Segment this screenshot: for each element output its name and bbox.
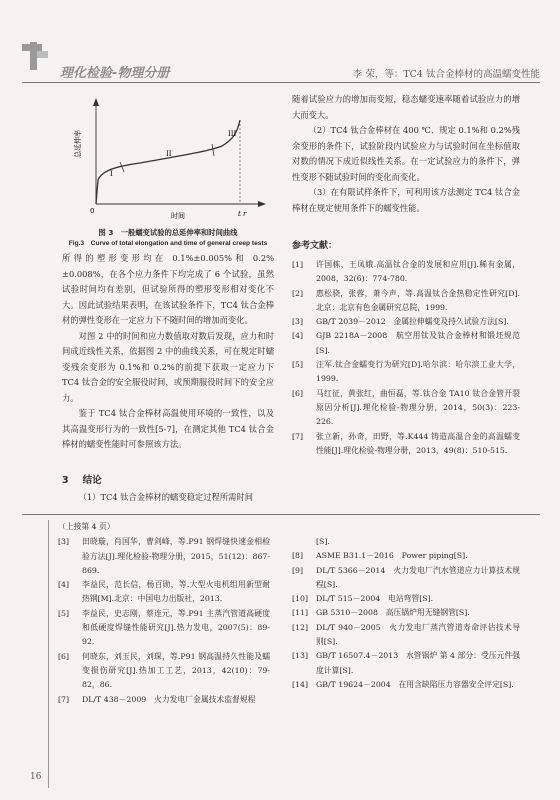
reference-item: [292, 387, 520, 430]
ref-number: [3]: [58, 537, 70, 547]
ref-number: [13]: [292, 651, 309, 661]
header-divider: [22, 82, 540, 83]
ref-text: GB/T 19624－2004 在用含缺陷压力容器安全评定[S].: [316, 679, 514, 689]
stage-label-3: III: [228, 130, 237, 138]
ref-number: [6]: [58, 651, 70, 661]
bottom-divider: [22, 514, 540, 515]
ref-text: 李益民，史志刚，蔡连元，等.P91 主蒸汽管道高硬度和低硬度焊缝性能研究[J].热力发电，2007(5)：89-92.: [82, 608, 270, 647]
reference-item: [292, 678, 520, 692]
rupture-time-label: t r: [238, 210, 247, 218]
ref-number: [7]: [58, 694, 70, 704]
reference-item: [58, 607, 270, 650]
running-title: 李 荣，等：TC4 钛合金棒材的高温蠕变性能: [352, 69, 540, 80]
ref-text: 马红征，黄张红，曲恒磊，等.钛合金 TA10 钛合金管开裂原因分析[J].理化检验-物理分册，2014，50(3)：223-226.: [316, 388, 520, 427]
reference-item: [292, 358, 520, 387]
paragraph: （3）在有限试样条件下，可利用该方法测定 TC4 钛合金棒材在规定使用条件下的蠕变性能。: [292, 187, 520, 213]
figure-caption-cn: 图 3 一般蠕变试验的总延伸率和时间曲线: [98, 228, 238, 237]
ref-text: GB 5310－2008 高压锅炉用无缝钢管[S].: [316, 608, 470, 618]
ref-text: 张立新，孙奇，田野，等.K444 铸造高温合金的高温蠕变性能[J].理化检验-物理分册，2013，49(8)：510-515.: [316, 431, 520, 455]
paragraph: 鉴于 TC4 钛合金棒材高温使用环境的一致性，以及其高温变形行为的一致性[5-7]，在测定其他 TC4 钛合金棒材的蠕变性能时可参照该方法。: [62, 408, 274, 449]
ref-number: [9]: [292, 565, 304, 575]
ref-number: [11]: [292, 608, 309, 618]
stage-label-1: I: [110, 170, 113, 178]
reference-item: [58, 578, 270, 607]
ref-number: [2]: [292, 288, 304, 298]
ref-number: [6]: [292, 388, 304, 398]
ref-text: DL/T 940－2005 火力发电厂蒸汽管道寿命评估技术导则[S].: [316, 622, 520, 647]
reference-list: [292, 258, 520, 458]
ref-number: [3]: [292, 317, 304, 327]
reference-item: [292, 258, 520, 287]
continuation-note: （上接第 4 页）: [58, 522, 115, 531]
ref-number: [5]: [292, 360, 304, 370]
paragraph: （2）TC4 钛合金棒材在 400 ℃、规定 0.1%和 0.2%残余变形的条件下，试验阶段内试验应力与试验时间在坐标值取对数的情况下成近似线性关系。在一定试验应力的条件下，弹性变形不随试验时间的变化而变化。: [292, 125, 520, 182]
ref-text: 田晓璇，肖国华，曹剑峰，等.P91 钢焊缝快速金相检验方法[J].理化检验-物理分册，2015，51(12)：867-869.: [82, 537, 270, 575]
ref-text: GB/T 2039－2012 金属拉伸蠕变及持久试验方法[S].: [316, 317, 509, 327]
journal-logo-icon: [22, 42, 48, 70]
ref-text: [S].: [316, 537, 330, 546]
reference-item: [292, 592, 520, 606]
references-title: 参考文献：: [292, 241, 338, 251]
page-number: 16: [30, 772, 42, 782]
y-axis-label: 总延伸率: [74, 130, 82, 158]
ref-text: 许国栋，王凤娥.高温钛合金的发展和应用[J].稀有金属，2008，32(6)：774-780.: [316, 260, 520, 284]
ref-text: DL/T 5366－2014 火力发电厂汽水管道应力计算技术规程[S].: [316, 565, 520, 589]
reference-item: [58, 535, 270, 578]
paragraph: 所得的塑形变形均在 0.1%±0.005%和 0.2%±0.008%，在各个应力条件下均完成了 6 个试验，虽然试验时间均有差别，但试验所得的塑形变形相对变化不大。因此试验结果表明，在该试验条件下，TC4 钛合金棒材的弹性变形在一定应力下不随时间的增加而变化。: [62, 253, 274, 325]
ref-text: 惠松骁，张蓉，萧今声，等.高温钛合金热稳定性研究[D].北京：北京有色金属研究总院，1999.: [316, 288, 520, 312]
creep-curve: [96, 120, 240, 204]
ref-number: [1]: [292, 260, 304, 269]
section-number: 3: [62, 475, 69, 486]
ref-number: [14]: [292, 679, 309, 689]
x-axis-label: 时间: [171, 212, 185, 220]
reference-item: [292, 564, 520, 593]
reference-item: [292, 549, 520, 563]
ref-text: 李益民，范长信，杨百勋，等.大型火电机组用新型耐热钢[M].北京：中国电力出版社，2013.: [82, 580, 270, 604]
conclusion-text: [62, 490, 274, 506]
reference-item: [292, 535, 520, 549]
ref-number: [4]: [292, 331, 304, 341]
ref-number: [12]: [292, 622, 309, 632]
paragraph: （1）TC4 钛合金棒材的蠕变稳定过程所需时间: [78, 492, 254, 502]
ref-text: 何晓东，刘玉民，刘琛，等.P91 钢高温持久性能及蠕变损伤研究[J].热加工工艺，2013，42(10)：79-82，86.: [82, 651, 270, 690]
reference-item: [292, 649, 520, 678]
ref-number: [4]: [58, 580, 70, 590]
journal-logo-text: 理化检验-物理分册: [60, 66, 170, 81]
ref-text: GJB 2218A－2008 航空用钛及钛合金棒材和锻坯规范[S].: [316, 331, 520, 355]
ref-number: [5]: [58, 608, 70, 618]
reference-item: [58, 650, 270, 693]
right-column-body: [292, 92, 520, 216]
ref-text: DL/T 438－2009 火力发电厂金属技术监督规程: [82, 694, 256, 704]
continued-references-right: [292, 535, 520, 692]
stage-divider-2: [212, 144, 214, 156]
reference-item: [292, 287, 520, 316]
paragraph: 随着试验应力的增加而变短，稳态蠕变速率随着试验应力的增大而变大。: [292, 94, 520, 120]
reference-item: [292, 315, 520, 329]
figure-caption: [62, 227, 274, 249]
reference-item: [292, 329, 520, 358]
figure-caption-en: Fig.3 Curve of total elongation and time of general creep tests: [68, 240, 268, 247]
continued-references-left: [58, 520, 270, 707]
reference-item: [292, 430, 520, 459]
margin-rule: [48, 520, 49, 788]
stage-label-2: II: [166, 150, 172, 158]
section-heading: [62, 472, 116, 486]
x-axis-arrow: [258, 201, 266, 207]
ref-text: DL/T 515－2004 电站弯管[S].: [316, 594, 434, 604]
ref-text: 汪军.钛合金蠕变行为研究[D].哈尔滨：哈尔滨工业大学，1999.: [316, 360, 520, 384]
ref-number: [292, 535, 316, 549]
reference-item: [292, 606, 520, 620]
reference-item: [58, 693, 270, 707]
ref-number: [10]: [292, 594, 309, 604]
y-axis-arrow: [93, 98, 99, 106]
ref-number: [7]: [292, 431, 304, 441]
section-title: 结论: [82, 475, 102, 486]
reference-item: [292, 621, 520, 650]
ref-number: [8]: [292, 551, 304, 561]
origin-label: 0: [90, 207, 95, 215]
paragraph: 对图 2 中的时间和应力数值取对数后发现，应力和时间成近线性关系，依据图 2 中的曲线关系，可在规定时蠕变残余变形为 0.1%和 0.2%的前提下获取一定应力下 TC4 钛合金的安全服役时间，或预期服役时间下的安全应力。: [62, 330, 274, 403]
creep-curve-figure: [62, 96, 274, 231]
ref-text: GB/T 16507.4－2013 水管锅炉 第 4 部分：受压元件强度计算[S].: [316, 651, 520, 675]
left-column-body: [62, 251, 274, 453]
ref-text: ASME B31.1－2016 Power piping[S].: [316, 551, 468, 561]
